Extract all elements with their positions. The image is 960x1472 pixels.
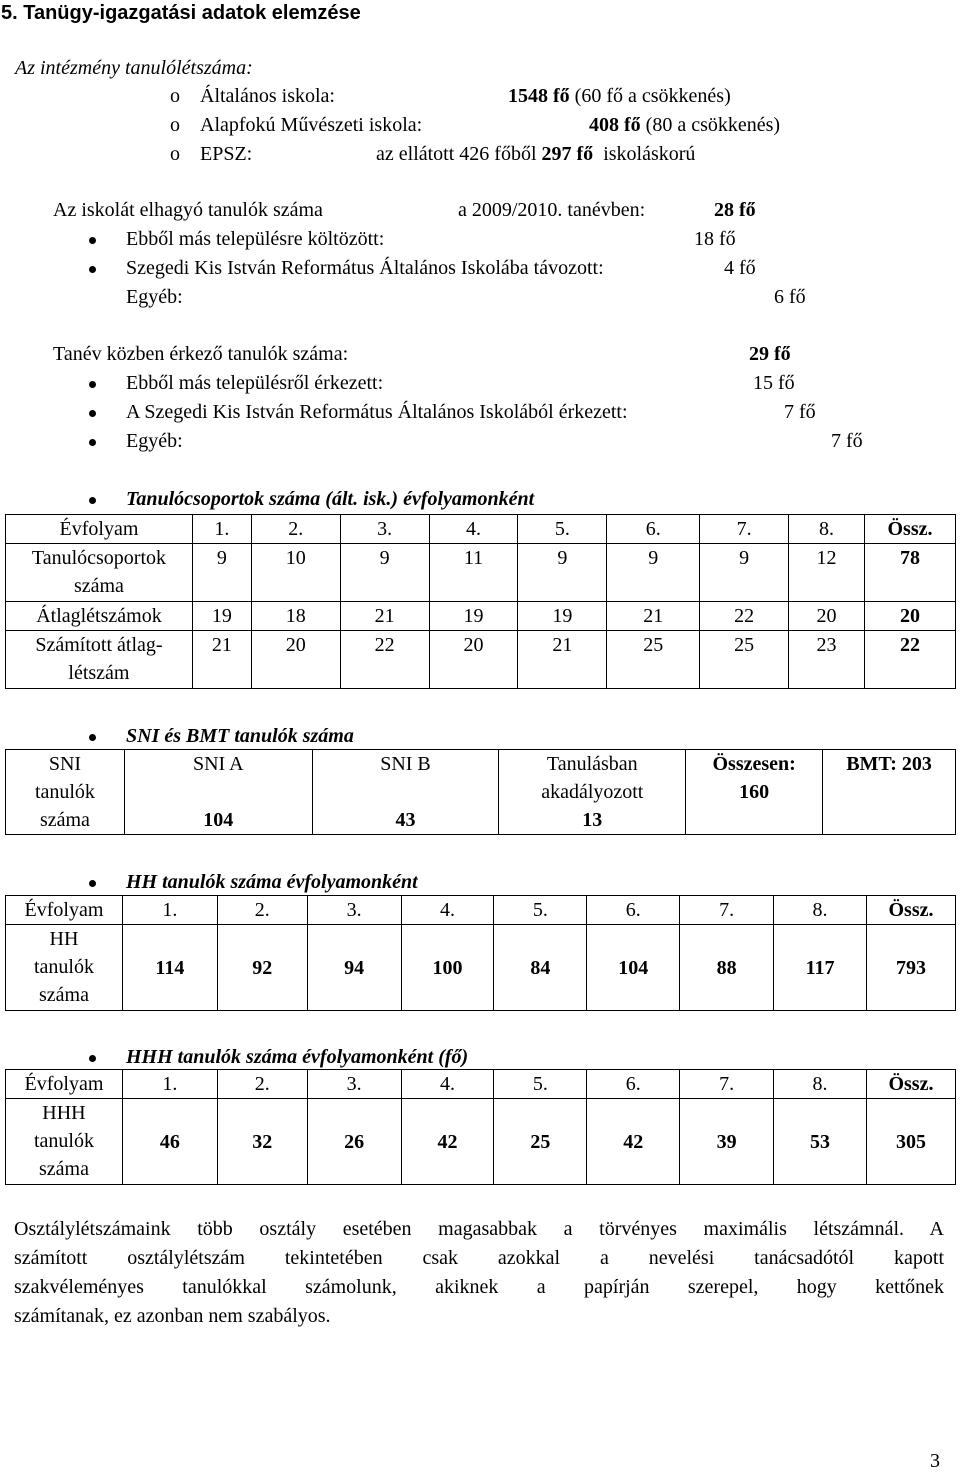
sni-total-label: Összesen:	[712, 753, 796, 775]
table-header-cell: 3.	[307, 1070, 401, 1099]
table-cell: 25	[700, 631, 789, 689]
bullet-icon	[89, 381, 96, 388]
bmt-value: BMT: 203	[846, 753, 932, 775]
table-cell: 84	[494, 925, 587, 1011]
page-heading: 5. Tanügy-igazgatási adatok elemzése	[1, 2, 361, 24]
table-cell: 94	[307, 925, 401, 1011]
table-header-cell: 5.	[494, 1070, 587, 1099]
table-header-cell: 2.	[217, 1070, 307, 1099]
sni-t-cell	[499, 750, 686, 835]
value-rest: (80 a csökkenés)	[645, 114, 781, 136]
row-label	[6, 631, 193, 689]
enrollment-title: Az intézmény tanulólétszáma:	[15, 57, 253, 79]
enrollment-bullet: o	[170, 85, 180, 107]
table-header-cell: 2.	[251, 515, 340, 544]
spacer	[125, 778, 312, 806]
sni-label-line: SNI	[48, 753, 82, 775]
table-cell: 21	[518, 631, 607, 689]
leaving-item-label: Ebből más településre költözött:	[126, 228, 385, 250]
sni-total-value: 160	[739, 781, 770, 803]
table-total-cell: 20	[864, 602, 955, 631]
table-header-cell: 8.	[774, 1070, 867, 1099]
table-header-cell: 5.	[518, 515, 607, 544]
hhh-title: HHH tanulók száma évfolyamonként (fő)	[126, 1046, 469, 1068]
table-header-cell: Évfolyam	[6, 1070, 123, 1099]
enrollment-label: EPSZ:	[200, 143, 253, 165]
leaving-item-label: Szegedi Kis István Református Általános Iskolába távozott:	[126, 257, 604, 279]
table-cell: 21	[192, 631, 251, 689]
table-header-cell: 1.	[122, 896, 217, 925]
sni-t-label: Tanulásban	[546, 753, 638, 775]
row-label-line: HHH	[42, 1102, 86, 1124]
bullet-icon	[89, 734, 96, 741]
arriving-item-value: 7 fő	[831, 430, 863, 452]
table-cell: 9	[518, 544, 607, 602]
table-cell: 20	[789, 602, 865, 631]
enrollment-bullet: o	[170, 143, 180, 165]
table-header-cell: 7.	[700, 515, 789, 544]
table-cell: 10	[251, 544, 340, 602]
table-cell: 9	[192, 544, 251, 602]
table-cell: 100	[401, 925, 494, 1011]
table-cell: 39	[680, 1099, 774, 1185]
table-header-cell: 2.	[217, 896, 307, 925]
enrollment-label: Általános iskola:	[200, 85, 335, 107]
row-label: Átlaglétszámok	[6, 602, 193, 631]
table-cell: 26	[307, 1099, 401, 1185]
table-header-cell: Évfolyam	[6, 515, 193, 544]
value-rest: (60 fő a csökkenés)	[574, 85, 731, 107]
leaving-item-value: 6 fő	[774, 286, 806, 308]
arriving-item-label: A Szegedi Kis István Református Általános Iskolából érkezett:	[126, 401, 628, 423]
table-cell: 25	[607, 631, 700, 689]
enrollment-value	[508, 86, 731, 106]
leaving-label: Az iskolát elhagyó tanulók száma	[53, 199, 323, 221]
table-total-cell: 22	[864, 631, 955, 689]
table-cell: 12	[789, 544, 865, 602]
table-cell: 114	[122, 925, 217, 1011]
leaving-item-value: 18 fő	[694, 228, 736, 250]
table-header-cell: 8.	[774, 896, 867, 925]
table-cell: 42	[587, 1099, 680, 1185]
table-row	[6, 631, 956, 689]
paragraph-line: számított osztálylétszám tekintetében csak azokkal a nevelési tanácsadótól kapott	[14, 1247, 944, 1269]
table-cell: 22	[700, 602, 789, 631]
row-label	[6, 1099, 123, 1185]
sni-label-cell	[6, 750, 125, 835]
row-label-line: Tanulócsoportok	[31, 547, 167, 569]
sni-table	[5, 749, 956, 835]
table-cell: 21	[340, 602, 429, 631]
bullet-icon	[89, 237, 96, 244]
sni-title: SNI és BMT tanulók száma	[126, 725, 354, 747]
sni-a-cell	[124, 750, 312, 835]
arriving-item-label: Egyéb:	[126, 430, 183, 452]
spacer	[313, 778, 499, 806]
table-header-cell: 4.	[401, 1070, 494, 1099]
table-row	[6, 602, 956, 631]
sni-b-value: 43	[395, 809, 416, 831]
table-header-cell: 1.	[192, 515, 251, 544]
table-header-cell: 8.	[789, 515, 865, 544]
paragraph-line: számítanak, ez azonban nem szabályos.	[14, 1305, 331, 1327]
table-header-cell: 6.	[587, 1070, 680, 1099]
table-row	[6, 1099, 956, 1185]
table-header-cell: 6.	[587, 896, 680, 925]
enrollment-label: Alapfokú Művészeti iskola:	[200, 114, 423, 136]
row-label	[6, 544, 193, 602]
value-bold: 297 fő	[541, 143, 594, 165]
table-cell: 42	[401, 1099, 494, 1185]
table-total-cell: 305	[866, 1099, 955, 1185]
arriving-item-value: 15 fő	[753, 372, 795, 394]
row-label	[6, 925, 123, 1011]
table-header-cell: 6.	[607, 515, 700, 544]
table-cell: 104	[587, 925, 680, 1011]
leaving-total: 28 fő	[714, 199, 756, 221]
bullet-icon	[89, 410, 96, 417]
table-cell: 20	[429, 631, 518, 689]
table-header-cell: 3.	[307, 896, 401, 925]
row-label-line: száma	[38, 1158, 89, 1180]
table-total-cell: 78	[864, 544, 955, 602]
table-cell: 53	[774, 1099, 867, 1185]
row-label-line: száma	[73, 575, 124, 597]
table-header-cell: 7.	[680, 896, 774, 925]
table-header-cell: 4.	[429, 515, 518, 544]
arriving-total: 29 fő	[749, 343, 791, 365]
bullet-icon	[89, 439, 96, 446]
table-cell: 19	[518, 602, 607, 631]
sni-label-line: száma	[39, 809, 90, 831]
table-total-cell: 793	[867, 925, 956, 1011]
arriving-item-label: Ebből más településről érkezett:	[126, 372, 384, 394]
sni-a-label: SNI A	[192, 753, 244, 775]
row-label-line: tanulók	[33, 956, 94, 978]
table-cell: 117	[774, 925, 867, 1011]
leaving-period: a 2009/2010. tanévben:	[458, 199, 646, 221]
table-cell: 23	[789, 631, 865, 689]
table-header-row	[6, 515, 956, 544]
hh-table	[5, 895, 956, 1011]
table-header-cell: Össz.	[864, 515, 955, 544]
table-cell: 9	[607, 544, 700, 602]
table-cell: 19	[192, 602, 251, 631]
row-label-line: Számított átlag-	[35, 634, 163, 656]
table-cell: 88	[680, 925, 774, 1011]
table-cell: 22	[340, 631, 429, 689]
sni-a-value: 104	[203, 809, 234, 831]
table-cell: 20	[251, 631, 340, 689]
table-cell: 25	[494, 1099, 587, 1185]
table-header-cell: 1.	[122, 1070, 217, 1099]
bullet-icon	[89, 1055, 96, 1062]
sni-t-value: 13	[582, 809, 603, 831]
table-header-cell: Össz.	[867, 896, 956, 925]
table-cell: 9	[700, 544, 789, 602]
enrollment-value	[376, 144, 695, 164]
table-header-cell: 5.	[494, 896, 587, 925]
enrollment-bullet: o	[170, 114, 180, 136]
table-row	[6, 544, 956, 602]
table-cell: 19	[429, 602, 518, 631]
bmt-cell	[823, 750, 956, 835]
leaving-item-value: 4 fő	[724, 257, 756, 279]
summary-paragraph	[14, 1215, 944, 1331]
bullet-icon	[89, 497, 96, 504]
table-cell: 32	[217, 1099, 307, 1185]
value-rest: iskoláskorú	[603, 143, 696, 165]
table-header-cell: Évfolyam	[6, 896, 123, 925]
sni-total-cell	[686, 750, 823, 835]
table-header-row	[6, 896, 956, 925]
leaving-item-label: Egyéb:	[126, 286, 183, 308]
table-row	[6, 750, 956, 835]
row-label-line: tanulók	[33, 1130, 94, 1152]
table-cell: 11	[429, 544, 518, 602]
sni-label-line: tanulók	[34, 781, 95, 803]
row-label-line: HH	[49, 928, 79, 950]
hhh-table	[5, 1069, 956, 1185]
groups-title: Tanulócsoportok száma (ált. isk.) évfolyamonként	[126, 488, 535, 510]
paragraph-line: szakvéleményes tanulókkal számolunk, akiknek a papírján szerepel, hogy kettőnek	[14, 1276, 944, 1298]
groups-table	[5, 514, 956, 689]
bullet-icon	[89, 880, 96, 887]
table-cell: 46	[122, 1099, 217, 1185]
sni-b-cell	[312, 750, 499, 835]
table-header-row	[6, 1070, 956, 1099]
sni-t-label: akadályozott	[541, 781, 644, 803]
row-label-line: létszám	[68, 662, 130, 684]
bullet-icon	[89, 266, 96, 273]
table-header-cell: Össz.	[866, 1070, 955, 1099]
table-header-cell: 3.	[340, 515, 429, 544]
table-cell: 21	[607, 602, 700, 631]
table-header-cell: 7.	[680, 1070, 774, 1099]
arriving-item-value: 7 fő	[784, 401, 816, 423]
table-row	[6, 925, 956, 1011]
enrollment-value	[589, 115, 780, 135]
paragraph-line: Osztálylétszámaink több osztály esetében magasabbak a törvényes maximális létszámnál. A	[14, 1218, 944, 1240]
value-bold: 1548 fő	[508, 85, 570, 107]
page-number: 3	[930, 1450, 940, 1472]
table-cell: 18	[251, 602, 340, 631]
table-cell: 92	[217, 925, 307, 1011]
sni-b-label: SNI B	[380, 753, 431, 775]
table-header-cell: 4.	[401, 896, 494, 925]
row-label-line: száma	[38, 984, 89, 1006]
table-cell: 9	[340, 544, 429, 602]
arriving-label: Tanév közben érkező tanulók száma:	[53, 343, 349, 365]
value-pre: az ellátott 426 főből	[376, 143, 537, 165]
hh-title: HH tanulók száma évfolyamonként	[126, 871, 418, 893]
value-bold: 408 fő	[589, 114, 641, 136]
